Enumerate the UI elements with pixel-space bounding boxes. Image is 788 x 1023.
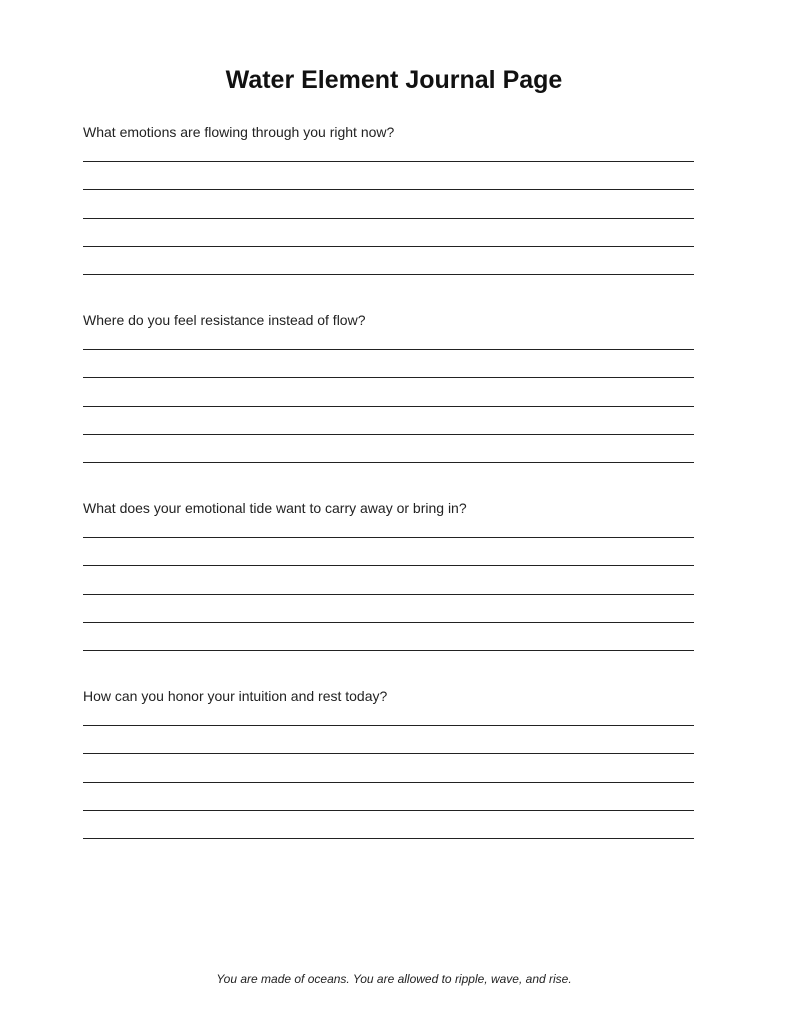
page-title: Water Element Journal Page: [225, 66, 563, 94]
writing-line[interactable]: [83, 218, 694, 219]
question-label: Where do you feel resistance instead of flow?: [83, 312, 366, 328]
writing-line[interactable]: [83, 377, 694, 378]
writing-line[interactable]: [83, 810, 694, 811]
writing-line[interactable]: [83, 406, 694, 407]
writing-line[interactable]: [83, 650, 694, 651]
writing-line[interactable]: [83, 838, 694, 839]
writing-line[interactable]: [83, 537, 694, 538]
writing-line[interactable]: [83, 434, 694, 435]
writing-line[interactable]: [83, 782, 694, 783]
question-label: What does your emotional tide want to carry away or bring in?: [83, 500, 467, 516]
writing-line[interactable]: [83, 725, 694, 726]
writing-line[interactable]: [83, 274, 694, 275]
writing-line[interactable]: [83, 462, 694, 463]
footer-affirmation: You are made of oceans. You are allowed to ripple, wave, and rise.: [216, 972, 572, 986]
question-label: How can you honor your intuition and rest today?: [83, 688, 388, 704]
writing-line[interactable]: [83, 189, 694, 190]
question-label: What emotions are flowing through you right now?: [83, 124, 395, 140]
writing-line[interactable]: [83, 565, 694, 566]
writing-line[interactable]: [83, 161, 694, 162]
writing-line[interactable]: [83, 349, 694, 350]
writing-line[interactable]: [83, 594, 694, 595]
writing-line[interactable]: [83, 622, 694, 623]
writing-line[interactable]: [83, 753, 694, 754]
writing-line[interactable]: [83, 246, 694, 247]
